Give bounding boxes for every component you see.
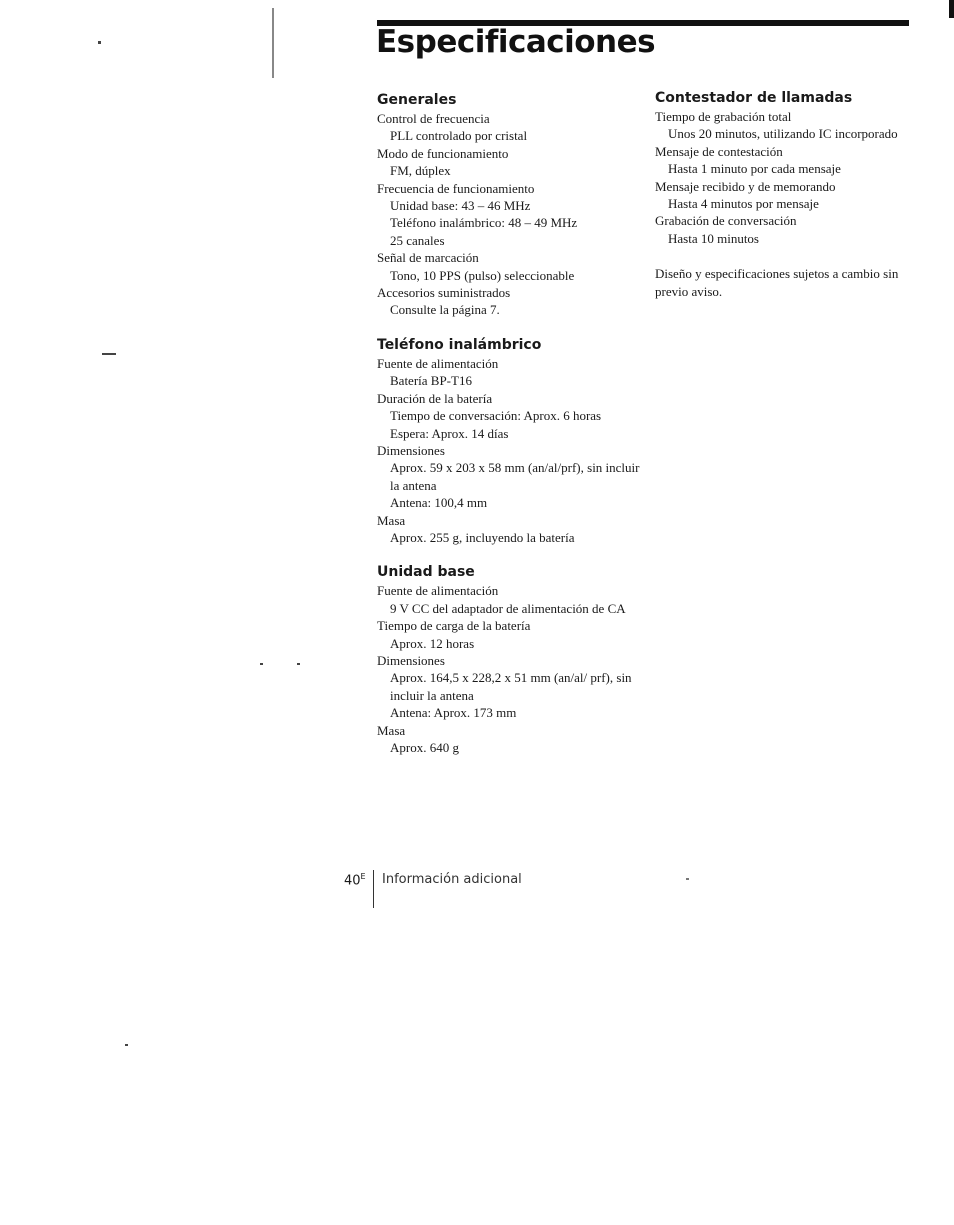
spec-value: Aprox. 12 horas (390, 635, 475, 651)
spec-value: Unidad base: 43 – 46 MHz (390, 198, 531, 214)
spec-value: Antena: 100,4 mm (390, 495, 488, 511)
section-telefono (377, 337, 647, 546)
spec-value: Espera: Aprox. 14 días (390, 425, 509, 441)
spec-label: Control de frecuencia (377, 111, 490, 126)
spec-list-telefono (377, 355, 647, 546)
spec-label: Mensaje de contestación (655, 143, 783, 159)
spec-value: PLL controlado por cristal (390, 128, 528, 144)
right-column (655, 90, 930, 300)
scan-speck (686, 878, 689, 880)
section-heading-telefono: Teléfono inalámbrico (377, 336, 542, 353)
spec-value: Tiempo de conversación: Aprox. 6 horas (390, 408, 602, 424)
spec-label: Masa (377, 512, 406, 528)
spec-label: Grabación de conversación (655, 213, 797, 229)
spec-value: Unos 20 minutos, utilizando IC incorporado (668, 126, 898, 142)
section-generales (377, 92, 647, 319)
spec-value: Aprox. 164,5 x 228,2 x 51 mm (an/al/ prf), sin incluir la antena (390, 670, 632, 703)
scan-speck (98, 41, 101, 44)
spec-value: Aprox. 59 x 203 x 58 mm (an/al/prf), sin incluir la antena (390, 460, 640, 493)
scan-speck (272, 8, 274, 78)
spec-label: Duración de la batería (377, 390, 493, 406)
spec-list-unidad (377, 582, 647, 756)
spec-label: Frecuencia de funcionamiento (377, 180, 535, 196)
footer-separator (373, 870, 374, 908)
spec-label: Fuente de alimentación (377, 583, 499, 599)
scan-speck (125, 1044, 128, 1046)
spec-label: Fuente de alimentación (377, 355, 499, 371)
section-contestador (655, 90, 930, 247)
spec-label: Señal de marcación (377, 250, 479, 266)
section-unidad (377, 564, 647, 756)
spec-value: Antena: Aprox. 173 mm (390, 705, 517, 721)
spec-value: Aprox. 640 g (390, 740, 459, 755)
spec-value: 25 canales (390, 232, 445, 248)
spec-value: Hasta 10 minutos (668, 230, 759, 246)
scan-speck (297, 663, 300, 665)
spec-label: Mensaje recibido y de memorando (655, 178, 836, 194)
section-heading-contestador: Contestador de llamadas (655, 90, 853, 106)
spec-value: Teléfono inalámbrico: 48 – 49 MHz (390, 215, 578, 231)
spec-label: Tiempo de grabación total (655, 109, 792, 124)
page-title: Especificaciones (376, 24, 656, 60)
spec-value: 9 V CC del adaptador de alimentación de CA (390, 600, 626, 616)
spec-label: Modo de funcionamiento (377, 145, 509, 161)
spec-list-generales (377, 110, 647, 319)
spec-list-contestador (655, 108, 930, 247)
spec-label: Masa (377, 722, 406, 738)
spec-value: Hasta 4 minutos por mensaje (668, 196, 819, 212)
spec-value: Batería BP-T16 (390, 373, 472, 389)
spec-label: Accesorios suministrados (377, 285, 511, 301)
page-number-value: 40 (344, 873, 361, 889)
section-heading-unidad: Unidad base (377, 564, 475, 581)
page-number-suffix: E (360, 872, 366, 881)
spec-label: Tiempo de carga de la batería (377, 618, 531, 634)
footer-section-label: Información adicional (382, 872, 522, 887)
spec-value: Consulte la página 7. (390, 302, 500, 318)
spec-value: Aprox. 255 g, incluyendo la batería (390, 529, 575, 545)
spec-value: FM, dúplex (390, 163, 451, 179)
section-heading-generales: Generales (377, 92, 457, 108)
scan-speck (102, 353, 116, 355)
spec-label: Dimensiones (377, 442, 445, 458)
edge-tab-mark (949, 0, 954, 18)
scan-speck (260, 663, 263, 665)
spec-value: Hasta 1 minuto por cada mensaje (668, 161, 841, 177)
spec-label: Dimensiones (377, 652, 445, 668)
page-number (344, 872, 366, 888)
disclaimer-note: Diseño y especificaciones sujetos a cambio sin previo aviso. (655, 266, 899, 299)
spec-value: Tono, 10 PPS (pulso) seleccionable (390, 267, 575, 283)
left-column (377, 92, 647, 774)
